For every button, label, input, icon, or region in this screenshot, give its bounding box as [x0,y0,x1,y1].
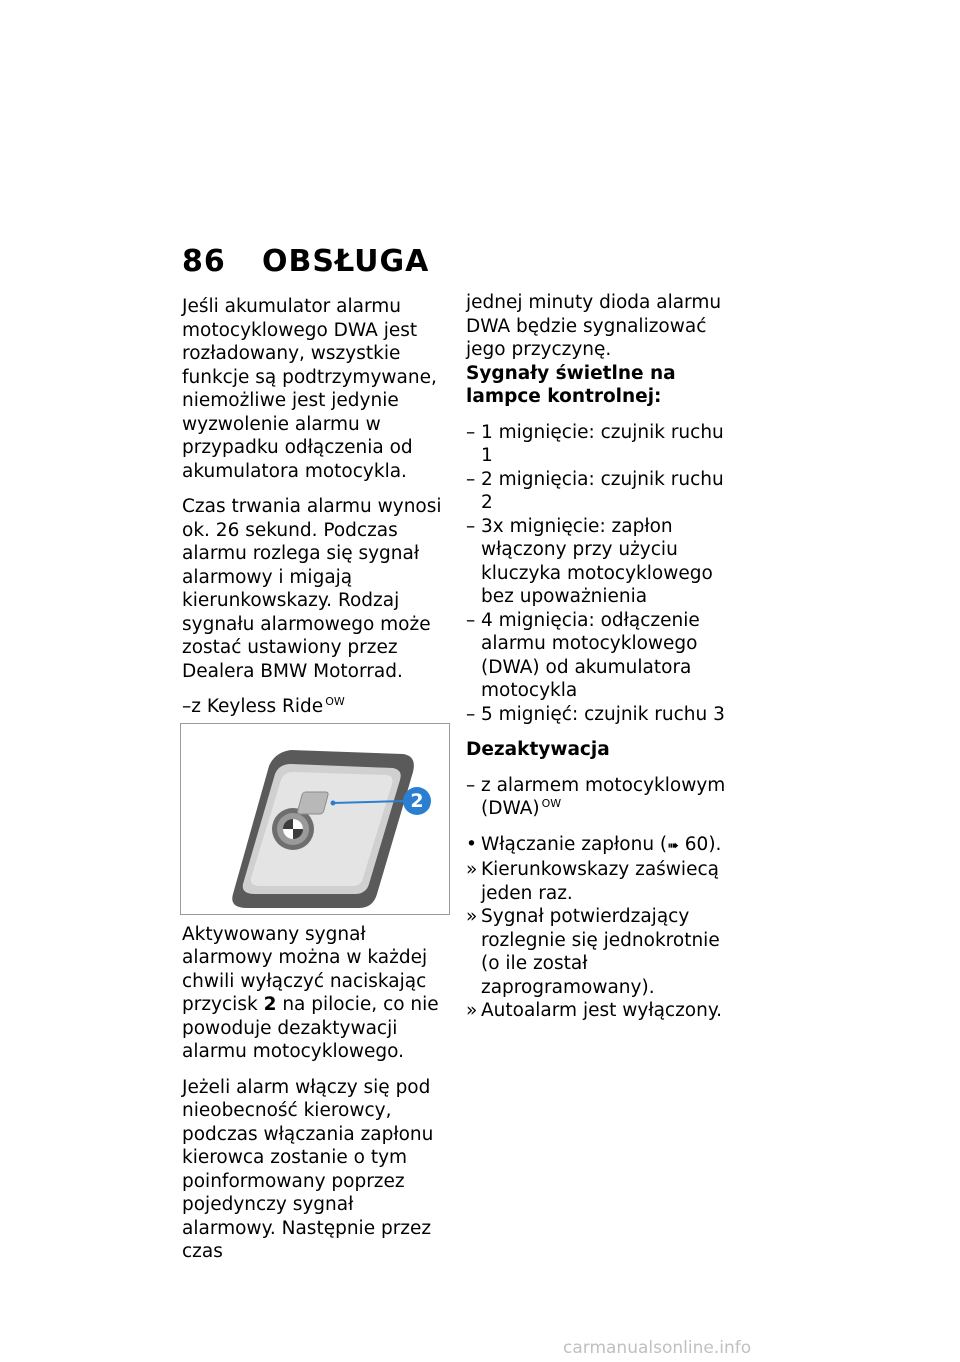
paragraph-silence: Aktywowany sygnał alarmowy można w każdej chwili wyłączyć naciskając przycisk 2 na pilocie, co nie powoduje dezaktywacji alarmu motocyklowego. [182,923,439,1062]
watermark: carmanualsonline.info [563,1338,752,1358]
ow-superscript: OW [325,694,345,708]
result-item: » Sygnał potwierdzający rozlegnie się jednokrotnie (o ile został zaprogramowany). [466,906,720,998]
list-item: – 4 mignięcia: odłączenie alarmu motocyklowego (DWA) od akumulatora motocykla [466,609,700,701]
paragraph-absence: Jeżeli alarm włączy się pod nieobecność kierowcy, podczas włączania zapłonu kierowca zostanie o tym poinformowany poprzez pojedynczy sygnał alarmowy. Następnie przez czas [182,1076,434,1262]
list-item: – 5 mignięć: czujnik ruchu 3 [466,703,725,725]
list-item: – 2 mignięcia: czujnik ruchu 2 [466,468,724,513]
deactivation-heading: Dezaktywacja [466,739,610,760]
signals-heading: Sygnały świetlne na lampce kontrolnej: [466,362,676,407]
section-title: OBSŁUGA [262,244,430,279]
paragraph-continue: jednej minuty dioda alarmu DWA będzie sygnalizować jego przyczynę. [466,292,722,360]
button-ref: 2 [263,994,277,1015]
callout-2: 2 [403,787,431,815]
key-fob-illustration [181,724,449,914]
keyless-fob-figure [180,723,450,915]
left-column [182,295,452,1276]
deactivation-condition: – z alarmem motocyklowym (DWA) $^{OW}$ [466,774,726,819]
page-number: 86 [182,244,226,279]
paragraph-battery: Jeśli akumulator alarmu motocyklowego DWA jest rozładowany, wszystkie funkcje są podtrzymywane, niemożliwe jest jedynie wyzwolenie alarmu w przypadku odłączenia od akumulatora motocykla. [182,296,437,482]
step-ignition: • Włączanie zapłonu (➠ 60). [466,833,722,855]
result-item: » Autoalarm jest wyłączony. [466,1000,723,1021]
result-item: » Kierunkowskazy zaświecą jeden raz. [466,859,719,904]
signals-list [466,421,736,727]
page-header [182,244,429,279]
list-item: – 1 mignięcie: czujnik ruchu 1 [466,421,724,466]
right-column [466,291,736,1023]
ow-superscript: OW [541,796,562,810]
paragraph-duration: Czas trwania alarmu wynosi ok. 26 sekund. Podczas alarmu rozlega się sygnał alarmowy i migają kierunkowskazy. Rodzaj sygnału alarmowego może zostać ustawiony przez Dealera BMW Motorrad. [182,496,442,682]
list-item: – 3x mignięcie: zapłon włączony przy użyciu kluczyka motocyklowego bez upoważnienia [466,515,713,607]
keyless-ride-condition: –z Keyless Ride $^{OW}$ [182,694,345,717]
page-ref-arrow-icon: ➠ [667,837,679,854]
page-ref: 60 [684,833,709,855]
